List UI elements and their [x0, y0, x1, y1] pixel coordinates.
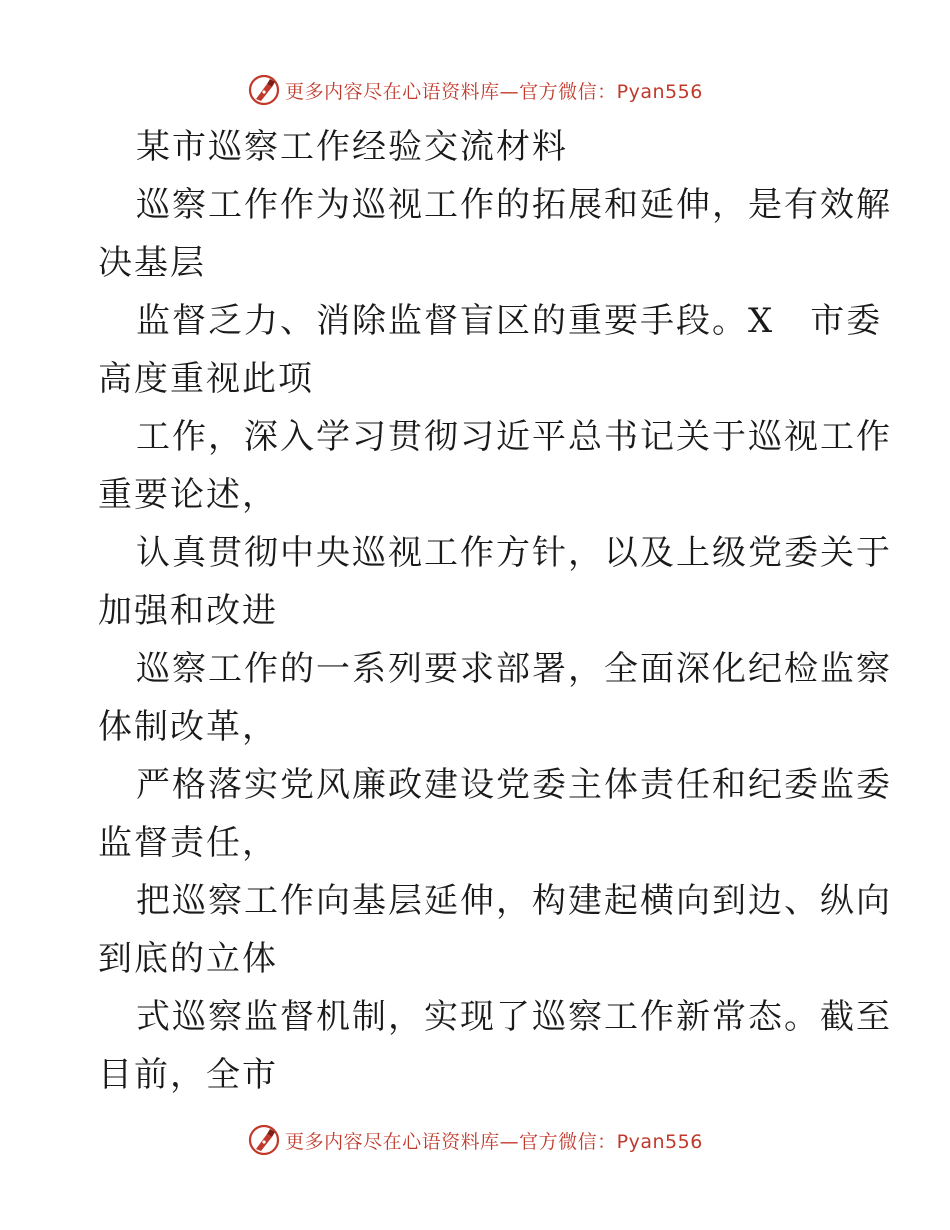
watermark-text: 更多内容尽在心语资料库—官方微信：Pyan556 — [285, 1130, 703, 1153]
document-line: 认真贯彻中央巡视工作方针，以及上级党委关于 — [136, 533, 892, 573]
document-line: 到底的立体 — [98, 939, 278, 979]
document-line: 巡察工作作为巡视工作的拓展和延伸，是有效解 — [136, 185, 892, 225]
document-line: 高度重视此项 — [98, 359, 314, 399]
document-line: 严格落实党风廉政建设党委主体责任和纪委监委 — [136, 765, 892, 805]
watermark-text: 更多内容尽在心语资料库—官方微信：Pyan556 — [285, 80, 703, 103]
pen-nib-logo-icon — [247, 1123, 281, 1157]
document-line: 某市巡察工作经验交流材料 — [136, 127, 568, 167]
document-line: 把巡察工作向基层延伸，构建起横向到边、纵向 — [136, 881, 892, 921]
document-line: 巡察工作的一系列要求部署，全面深化纪检监察 — [136, 649, 892, 689]
pen-nib-logo-icon — [247, 73, 281, 107]
document-body — [98, 118, 892, 1104]
document-line: 式巡察监督机制，实现了巡察工作新常态。截至 — [136, 997, 892, 1037]
document-line: 体制改革， — [98, 707, 278, 747]
document-line: 监督责任， — [98, 823, 278, 863]
document-line: 目前，全市 — [98, 1055, 278, 1095]
document-line: 重要论述， — [98, 475, 278, 515]
document-line: 加强和改进 — [98, 591, 278, 631]
watermark-header — [0, 70, 950, 110]
watermark-footer — [0, 1120, 950, 1160]
document-line: 决基层 — [98, 243, 206, 283]
document-line: 监督乏力、消除监督盲区的重要手段。X 市委 — [136, 301, 883, 341]
document-line: 工作，深入学习贯彻习近平总书记关于巡视工作 — [136, 417, 892, 457]
